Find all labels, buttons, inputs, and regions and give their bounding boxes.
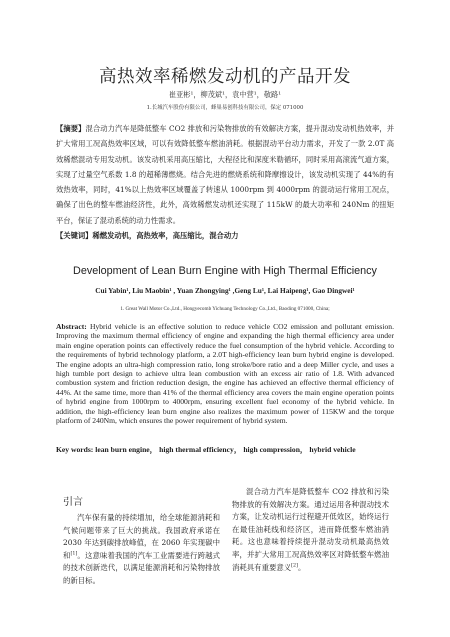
paper-title-cn: 高热效率稀燃发动机的产品开发 <box>99 67 351 87</box>
intro-paragraph-left <box>63 512 220 588</box>
citation-ref-1: [1] <box>70 551 78 557</box>
intro-right-text-b: 。 <box>297 562 306 572</box>
author-list-en: Cui Yabin¹, Liu Maobin¹ , Yuan Zhongying¹ ,Geng Lu¹, Lai Haipeng¹, Gao Dingwei¹ <box>95 286 355 295</box>
section-heading-introduction: 引言 <box>63 497 83 508</box>
author-list-cn: 崔亚彬¹，柳茂斌¹，袁中营¹，敬路¹ <box>168 90 282 99</box>
abstract-label-en: Abstract: <box>56 322 87 331</box>
intro-paragraph-right <box>232 486 389 574</box>
intro-left-text-b: 。这意味着我国的汽车工业需要进行跨越式的技术创新迭代，以满足能源消耗和污染物排放的新目标。 <box>63 550 220 585</box>
intro-left-text-a: 汽车保有量的持续增加，给全球能源消耗和气候问题带来了巨大的挑战。我国政府承诺在 2030 年达到碳排放峰值，在 2060 年实现碳中和 <box>63 513 220 560</box>
paper-title-en: Development of Lean Burn Engine with High Thermal Efficiency <box>73 265 377 277</box>
keywords-text-en: lean burn engine， high thermal efficiency， high compression， hybrid vehicle <box>93 445 356 454</box>
citation-ref-2: [2] <box>291 563 298 569</box>
keywords-en <box>56 445 394 454</box>
abstract-text-cn: 混合动力汽车是降低整车 CO2 排放和污染物排放的有效解决方案，提升混动发动机热效率，并扩大常用工况高热效率区域，可以有效降低整车燃油消耗。根据混动平台动力需求，开发了一款 2.0T 高效稀燃混动专用发动机。该发动机采用高压缩比，大程径比和深度米勒循环，同时采用高滚流气道方案，实现了过量空气系数 1.8 的超稀薄燃烧。结合先进的燃烧系统和降摩擦设计，该发动机实现了 44%的有效热效率，同时，41%以上热效率区域覆盖了转速从 1000rpm 到 4000rpm 的混动运行常用工况点，确保了出色的整车燃油经济性，此外，高效稀燃发动机还实现了 115kW 的最大功率和 240Nm 的扭矩平台，保证了混动系统的动力性需求。 <box>56 124 395 225</box>
abstract-cn <box>56 121 394 243</box>
affiliation-en: 1. Great Wall Motor Co.,Ltd., Hongyecomb Yichuang Technology Co.,Ltd., Baoding 071000, China; <box>120 306 330 312</box>
abstract-text-en: Hybrid vehicle is an effective solution to reduce vehicle CO2 emission and pollutant emission. Improving the maximum thermal efficiency of engine and expanding the high thermal efficiency area under main engine operation points can effectively reduce the fuel consumption of the hybrid vehicle. According to the requirements of hybrid technology platform, a 2.0T high-efficiency lean burn hybrid engine is developed. The engine adopts an ultra-high compression ratio, long stroke/bore ratio and a deep Miller cycle, and uses a high tumble port design to achieve ultra lean combustion with an excess air ratio of 1.8. With advanced combustion system and friction reduction design, the engine has achieved an effective thermal efficiency of 44%. At the same time, more than 41% of the thermal efficiency area covers the main engine operation points of hybrid engine from 1000rpm to 4000rpm, ensuring excellent fuel economy of the hybrid vehicle. In addition, the high-efficiency lean burn engine also realizes the maximum power of 115KW and the torque platform of 240Nm, which ensures the power requirement of hybrid system. <box>56 322 394 426</box>
keywords-label-cn: 【关键词】 <box>56 231 93 241</box>
intro-right-text-a: 混合动力汽车是降低整车 CO2 排放和污染物排放的有效解决方案。通过运用各种混动技术方案，让发动机运行过程避开低效区，始终运行在最佳油耗线和经济区，进而降低整车燃油消耗。这也意味着持续提升混动发动机最高热效率，并扩大常用工况高热效率区对降低整车燃油消耗具有重要意义 <box>232 487 389 572</box>
abstract-label-cn: 【摘要】 <box>56 124 86 133</box>
keywords-label-en: Key words: <box>56 445 94 454</box>
keywords-text-cn: 稀燃发动机，高热效率，高压缩比，混合动力 <box>92 231 239 241</box>
affiliation-cn: 1.长城汽车股份有限公司，蜂巢易创科技有限公司，保定 071000 <box>146 105 304 111</box>
abstract-en <box>56 322 394 425</box>
